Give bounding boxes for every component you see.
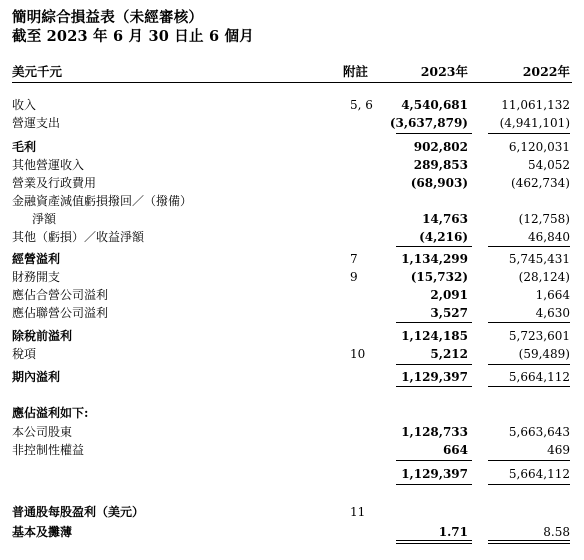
value-2022: 5,664,112 — [508, 467, 570, 481]
row-label: 應佔合營公司溢利 — [12, 288, 109, 302]
value-2022: 8.58 — [543, 525, 570, 539]
total-rule-2022 — [488, 540, 570, 541]
value-2023: 4,540,681 — [401, 98, 468, 112]
notes-header: 附註 — [343, 64, 369, 79]
row-attributable-heading — [0, 404, 584, 422]
row-label: 稅項 — [12, 347, 37, 361]
row-profit-before-tax — [0, 327, 584, 345]
row-label: 毛利 — [12, 140, 37, 154]
value-2023: 1,134,299 — [401, 252, 468, 266]
row-note: 9 — [350, 270, 358, 284]
value-2023: 14,763 — [422, 212, 468, 226]
subtotal-rule-2022 — [488, 246, 570, 247]
statement-title: 簡明綜合損益表（未經審核） — [12, 9, 204, 26]
value-2023: 1,129,397 — [401, 370, 468, 384]
row-admin-expenses — [0, 174, 584, 192]
subtotal-rule-2023 — [396, 322, 472, 323]
value-2022: 469 — [547, 443, 570, 457]
row-label: 收入 — [12, 98, 37, 112]
value-2022: 5,663,643 — [508, 425, 570, 439]
row-note: 10 — [350, 347, 366, 361]
row-jv-profit — [0, 286, 584, 304]
value-2023: 1,129,397 — [401, 467, 468, 481]
row-operating-expenses — [0, 114, 584, 132]
value-2022: 11,061,132 — [501, 98, 570, 112]
currency-header: 美元千元 — [12, 64, 63, 79]
row-label: 其他營運收入 — [12, 158, 85, 172]
row-label: 本公司股東 — [12, 425, 73, 439]
row-label: 非控制性權益 — [12, 443, 85, 457]
value-2023: 1,128,733 — [401, 425, 468, 439]
value-2023: 902,802 — [413, 140, 468, 154]
value-2022: 5,745,431 — [508, 252, 570, 266]
year-2023-header: 2023年 — [420, 64, 468, 79]
row-note: 5, 6 — [350, 98, 373, 112]
row-shareholders — [0, 423, 584, 441]
row-other-gains — [0, 228, 584, 246]
row-label: 應佔溢利如下: — [12, 406, 89, 420]
value-2022: 6,120,031 — [508, 140, 570, 154]
row-label: 經營溢利 — [12, 252, 61, 266]
total-rule-2023 — [396, 484, 472, 485]
subtotal-rule-2023 — [396, 460, 472, 461]
row-label: 期內溢利 — [12, 370, 61, 384]
header-rule — [12, 82, 572, 83]
value-2023: 2,091 — [430, 288, 468, 302]
double-rule-2023 — [396, 543, 472, 544]
value-2022: 54,052 — [528, 158, 570, 172]
row-profit-for-period — [0, 368, 584, 386]
double-rule-2022 — [488, 543, 570, 544]
value-2022: 5,723,601 — [508, 329, 570, 343]
subtotal-rule-2022 — [488, 364, 570, 365]
value-2022: 4,630 — [535, 306, 570, 320]
row-note: 11 — [350, 505, 366, 519]
row-label: 普通股每股盈利（美元） — [12, 505, 145, 519]
subtotal-rule-2023 — [396, 364, 472, 365]
total-rule-2022 — [488, 386, 570, 387]
value-2022: 5,664,112 — [508, 370, 570, 384]
value-2022: 46,840 — [528, 230, 570, 244]
row-impairment-net — [0, 210, 584, 228]
value-2023: (3,637,879) — [389, 116, 468, 130]
value-2023: 1.71 — [438, 525, 468, 539]
row-label: 基本及攤薄 — [12, 525, 73, 539]
row-eps-heading — [0, 503, 584, 521]
value-2023: 5,212 — [430, 347, 468, 361]
row-tax — [0, 345, 584, 363]
row-label: 其他（虧損）／收益淨額 — [12, 230, 145, 244]
subtotal-rule-2022 — [488, 460, 570, 461]
row-label: 金融資產減值虧損撥回／（撥備） — [12, 194, 193, 208]
row-label: 營業及行政費用 — [12, 176, 97, 190]
total-rule-2022 — [488, 484, 570, 485]
value-2023: (68,903) — [410, 176, 468, 190]
row-attributable-total — [0, 465, 584, 483]
value-2023: (4,216) — [419, 230, 468, 244]
value-2023: 289,853 — [413, 158, 468, 172]
value-2022: (28,124) — [518, 270, 570, 284]
row-finance-costs — [0, 268, 584, 286]
row-operating-profit — [0, 250, 584, 268]
row-associate-profit — [0, 304, 584, 322]
value-2022: (462,734) — [511, 176, 570, 190]
subtotal-rule-2023 — [396, 133, 472, 134]
row-gross-profit — [0, 138, 584, 156]
row-label: 應佔聯營公司溢利 — [12, 306, 109, 320]
statement-period: 截至 2023 年 6 月 30 日止 6 個月 — [12, 28, 254, 45]
row-label: 除稅前溢利 — [12, 329, 73, 343]
total-rule-2023 — [396, 540, 472, 541]
row-other-operating-income — [0, 156, 584, 174]
row-label: 財務開支 — [12, 270, 61, 284]
subtotal-rule-2023 — [396, 246, 472, 247]
value-2023: (15,732) — [410, 270, 468, 284]
value-2022: (4,941,101) — [499, 116, 570, 130]
value-2023: 1,124,185 — [401, 329, 468, 343]
row-note: 7 — [350, 252, 358, 266]
subtotal-rule-2022 — [488, 133, 570, 134]
value-2023: 664 — [442, 443, 468, 457]
row-label: 營運支出 — [12, 116, 61, 130]
subtotal-rule-2022 — [488, 322, 570, 323]
value-2022: (12,758) — [518, 212, 570, 226]
row-eps-basic-diluted — [0, 523, 584, 541]
row-impairment-heading — [0, 192, 584, 210]
total-rule-2023 — [396, 386, 472, 387]
value-2022: 1,664 — [535, 288, 570, 302]
row-revenue — [0, 96, 584, 114]
value-2023: 3,527 — [430, 306, 468, 320]
row-non-controlling — [0, 441, 584, 459]
row-label: 淨額 — [32, 212, 57, 226]
value-2022: (59,489) — [518, 347, 570, 361]
year-2022-header: 2022年 — [522, 64, 570, 79]
